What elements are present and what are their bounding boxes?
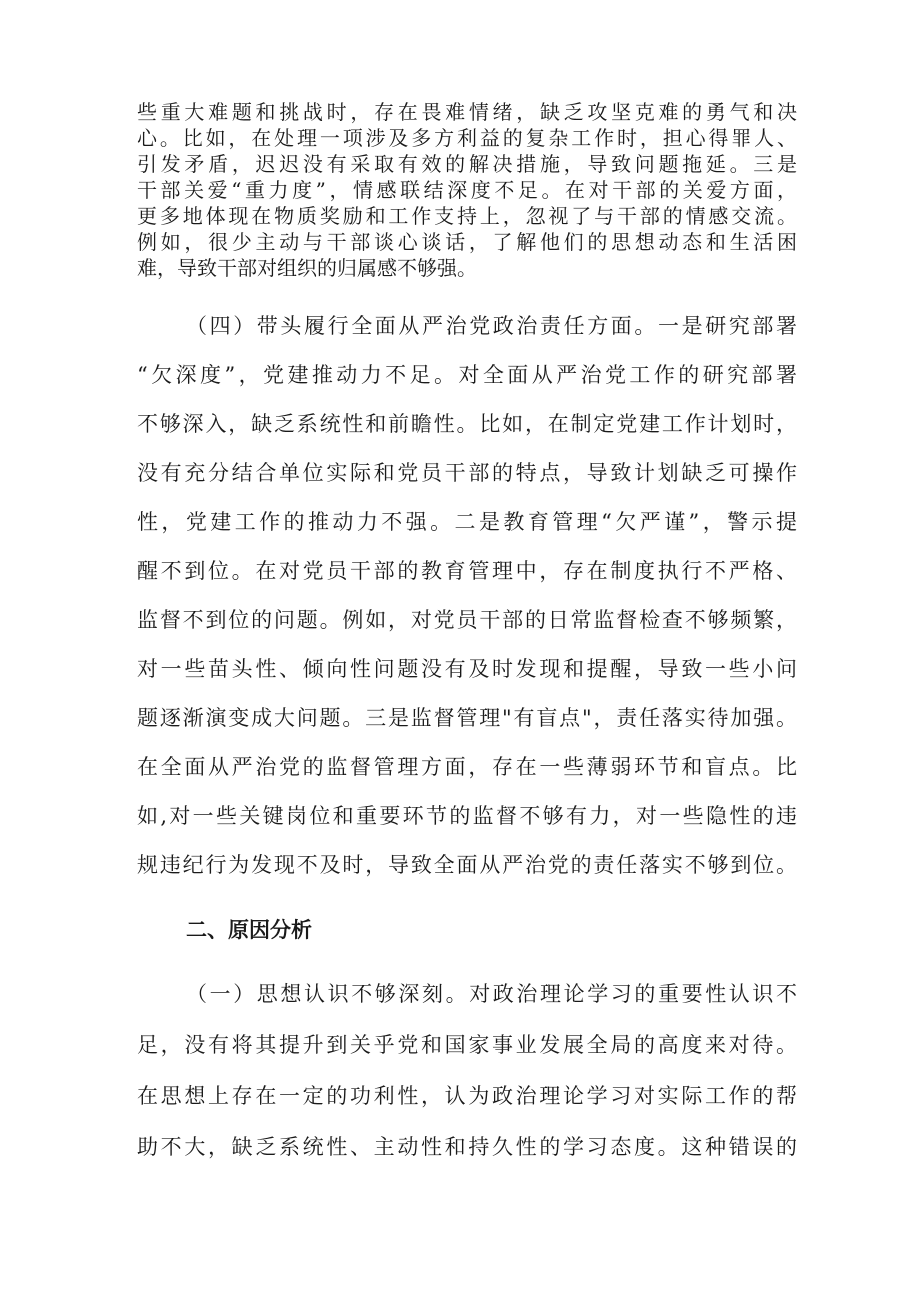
text-line: “欠深度”，党建推动力不足。对全面从严治党工作的研究部署 bbox=[137, 363, 797, 387]
text-line: 规违纪行为发现不及时，导致全面从严治党的责任落实不够到位。 bbox=[137, 853, 797, 877]
text-line: 难，导致干部对组织的归属感不够强。 bbox=[137, 256, 477, 280]
text-line: 在全面从严治党的监督管理方面，存在一些薄弱环节和盲点。比 bbox=[137, 755, 797, 779]
text-line: 足，没有将其提升到关乎党和国家事业发展全局的高度来对待。 bbox=[137, 1033, 797, 1057]
text-line: 助不大，缺乏系统性、主动性和持久性的学习态度。这种错误的 bbox=[137, 1135, 797, 1159]
text-line: 题逐渐演变成大问题。三是监督管理"有盲点"，责任落实待加强。 bbox=[137, 706, 797, 730]
text-line: 些重大难题和挑战时，存在畏难情绪，缺乏攻坚克难的勇气和决 bbox=[137, 100, 797, 124]
text-line: 心。比如，在处理一项涉及多方利益的复杂工作时，担心得罪人、 bbox=[137, 126, 797, 150]
text-line: 如,对一些关键岗位和重要环节的监督不够有力，对一些隐性的违 bbox=[137, 804, 797, 828]
text-line: （四）带头履行全面从严治党政治责任方面。一是研究部署 bbox=[186, 314, 797, 338]
text-line: 不够深入，缺乏系统性和前瞻性。比如，在制定党建工作计划时， bbox=[137, 412, 797, 436]
text-line: 引发矛盾，迟迟没有采取有效的解决措施，导致问题拖延。三是 bbox=[137, 152, 797, 176]
text-line: 监督不到位的问题。例如，对党员干部的日常监督检查不够频繁， bbox=[137, 608, 797, 632]
text-line: 更多地体现在物质奖励和工作支持上，忽视了与干部的情感交流。 bbox=[137, 204, 797, 228]
text-line: 干部关爱“重力度”，情感联结深度不足。在对干部的关爱方面， bbox=[137, 178, 797, 202]
text-line: 没有充分结合单位实际和党员干部的特点，导致计划缺乏可操作 bbox=[137, 461, 797, 485]
section-heading: 二、原因分析 bbox=[186, 918, 312, 942]
text-line: 性，党建工作的推动力不强。二是教育管理“欠严谨”，警示提 bbox=[137, 510, 797, 534]
text-line: 例如，很少主动与干部谈心谈话，了解他们的思想动态和生活困 bbox=[137, 230, 797, 254]
text-line: （一）思想认识不够深刻。对政治理论学习的重要性认识不 bbox=[186, 982, 797, 1006]
text-line: 在思想上存在一定的功利性，认为政治理论学习对实际工作的帮 bbox=[137, 1084, 797, 1108]
text-line: 对一些苗头性、倾向性问题没有及时发现和提醒，导致一些小问 bbox=[137, 657, 797, 681]
text-line: 醒不到位。在对党员干部的教育管理中，存在制度执行不严格、 bbox=[137, 559, 797, 583]
